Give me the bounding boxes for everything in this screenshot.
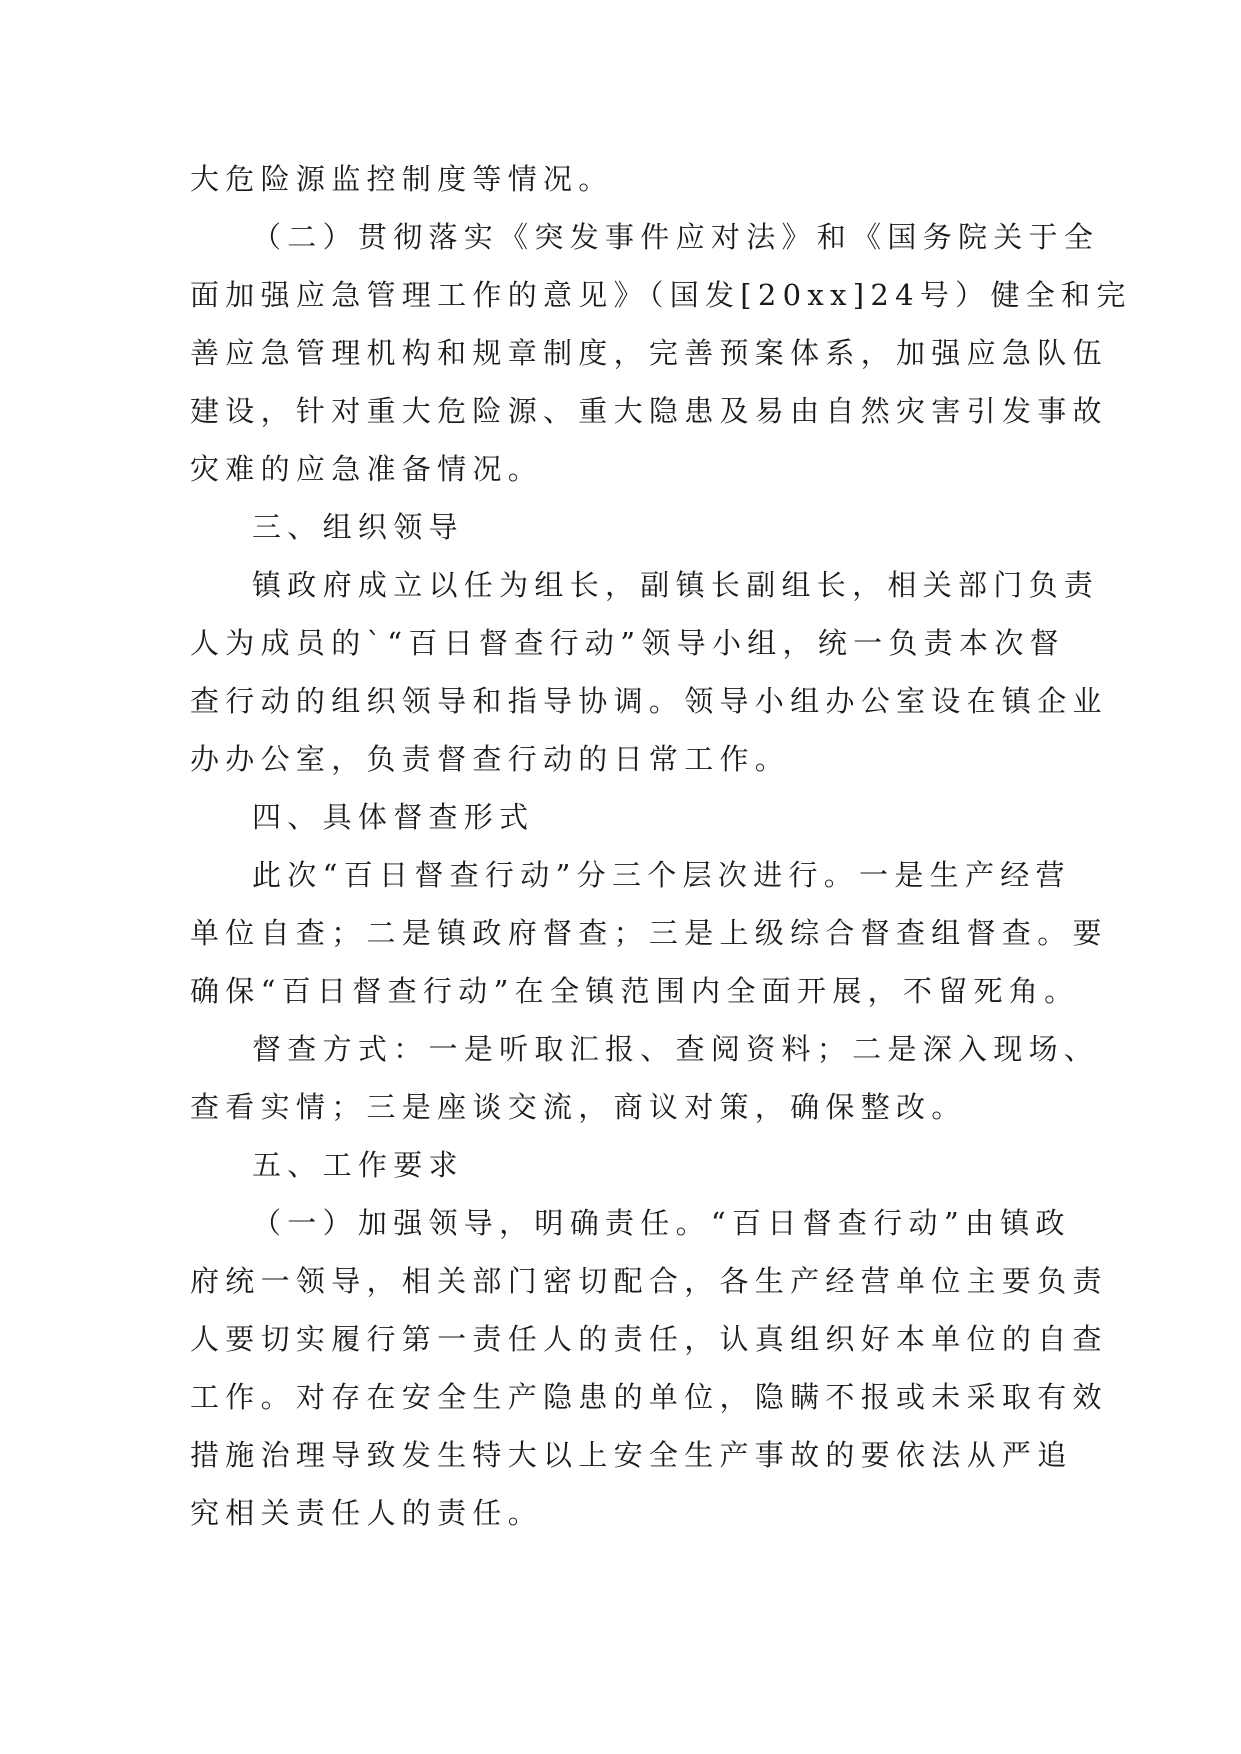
text-line-8: 镇政府成立以任为组长，副镇长副组长，相关部门负责 xyxy=(252,568,1100,602)
text-line-6: 灾难的应急准备情况。 xyxy=(190,452,544,486)
text-line-3: 面加强应急管理工作的意见》（国发[20xx]24号）健全和完 xyxy=(190,278,1132,312)
text-line-16: 督查方式：一是听取汇报、查阅资料；二是深入现场、 xyxy=(252,1032,1100,1066)
text-line-2: （二）贯彻落实《突发事件应对法》和《国务院关于全 xyxy=(252,220,1100,254)
text-line-24: 究相关责任人的责任。 xyxy=(190,1496,544,1530)
text-line-13: 此次“百日督查行动”分三个层次进行。一是生产经营 xyxy=(252,858,1071,892)
text-line-5: 建设，针对重大危险源、重大隐患及易由自然灾害引发事故 xyxy=(190,394,1108,428)
text-line-15: 确保“百日督查行动”在全镇范围内全面开展，不留死角。 xyxy=(190,974,1080,1008)
text-line-4: 善应急管理机构和规章制度，完善预案体系，加强应急队伍 xyxy=(190,336,1108,370)
section-heading-3: 三、组织领导 xyxy=(252,510,464,544)
section-heading-5: 五、工作要求 xyxy=(252,1148,464,1182)
body-text xyxy=(190,150,1132,1542)
text-line-14: 单位自查；二是镇政府督查；三是上级综合督查组督查。要 xyxy=(190,916,1108,950)
text-line-11: 办办公室，负责督查行动的日常工作。 xyxy=(190,742,791,776)
text-line-9: 人为成员的`“百日督查行动”领导小组，统一负责本次督 xyxy=(190,626,1065,660)
text-line-19: （一）加强领导，明确责任。“百日督查行动”由镇政 xyxy=(252,1206,1071,1240)
text-line-10: 查行动的组织领导和指导协调。领导小组办公室设在镇企业 xyxy=(190,684,1108,718)
text-line-21: 人要切实履行第一责任人的责任，认真组织好本单位的自查 xyxy=(190,1322,1108,1356)
text-line-23: 措施治理导致发生特大以上安全生产事故的要依法从严追 xyxy=(190,1438,1073,1472)
text-line-22: 工作。对存在安全生产隐患的单位，隐瞒不报或未采取有效 xyxy=(190,1380,1108,1414)
section-heading-4: 四、具体督查形式 xyxy=(252,800,535,834)
text-line-20: 府统一领导，相关部门密切配合，各生产经营单位主要负责 xyxy=(190,1264,1108,1298)
text-line-1: 大危险源监控制度等情况。 xyxy=(190,162,614,196)
text-line-17: 查看实情；三是座谈交流，商议对策，确保整改。 xyxy=(190,1090,967,1124)
